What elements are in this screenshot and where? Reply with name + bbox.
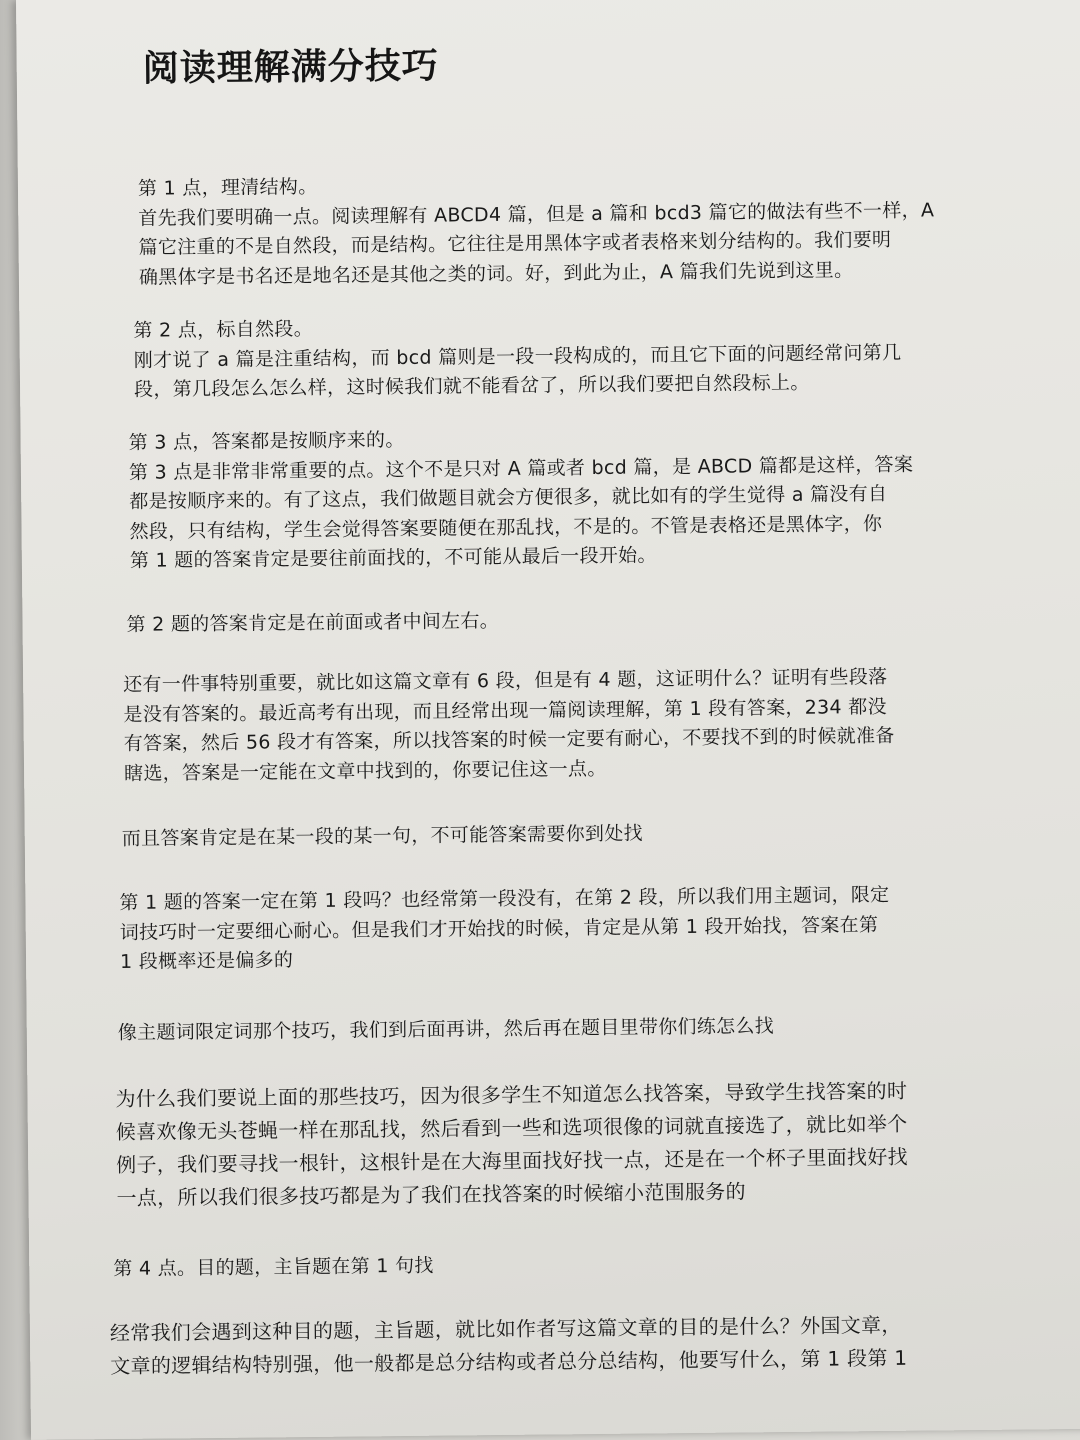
paragraph-line: 1 段概率还是偏多的 (119, 949, 294, 973)
paragraph-line: 篇它注重的不是自然段，而是结构。它往往是用黑体字或者表格来划分结构的。我们要明 (138, 228, 892, 259)
document-title: 阅读理解满分技巧 (142, 45, 439, 90)
paragraph-line: 而且答案肯定是在某一段的某一句，不可能答案需要你到处找 (121, 822, 643, 850)
paragraph-answer-sentence (122, 816, 942, 854)
paragraph-line: 例子，我们要寻找一根针，这根针是在大海里面找好找一点，还是在一个杯子里面找好找 (116, 1144, 908, 1178)
paragraph-line: 像主题词限定词那个技巧，我们到后面再讲，然后再在题目里带你们练怎么找 (117, 1015, 775, 1044)
paragraph-question-1 (119, 880, 988, 978)
section-heading: 第 2 点，标自然段。 (133, 317, 314, 342)
bleed-through-text (660, 0, 1020, 3)
paragraph-topic-words (118, 1010, 938, 1048)
paragraph-line: 一点，所以我们很多技巧都是为了我们在找答案的时候缩小范围服务的 (116, 1179, 746, 1211)
paragraph-line: 首先我们要明确一点。阅读理解有 ABCD4 篇，但是 a 篇和 bcd3 篇它的做法有些不一样，A (138, 198, 935, 230)
paragraph-line: 文章的逻辑结构特别强，他一般都是总分结构或者总分总结构，他要写什么，第 1 段第 1 (110, 1345, 908, 1379)
paragraph-line: 都是按顺序来的。有了这点，我们做题目就会方便很多，就比如有的学生觉得 a 篇没有自 (129, 482, 888, 513)
section-point-4-body (110, 1308, 1011, 1383)
paragraph-line: 是没有答案的。最近高考有出现，而且经常出现一篇阅读理解，第 1 段有答案，234 都没 (123, 695, 887, 726)
paragraph-line: 词技巧时一定要细心耐心。但是我们才开始找的时候，肯定是从第 1 段开始找，答案在第 (119, 913, 879, 944)
paragraph-line: 第 2 题的答案肯定是在前面或者中间左右。 (126, 609, 500, 636)
paragraph-question-2 (126, 602, 946, 640)
paragraph-important (123, 662, 974, 789)
section-heading: 第 1 点，理清结构。 (137, 175, 318, 200)
document-sheet (16, 0, 1080, 1440)
section-point-3 (128, 420, 959, 576)
paragraph-line: 候喜欢像无头苍蝇一样在那乱找，然后看到一些和选项很像的词就直接选了，就比如举个 (115, 1111, 908, 1145)
paragraph-why (115, 1074, 996, 1215)
paragraph-line: 然段，只有结构，学生会觉得答案要随便在那乱找，不是的。不管是表格还是黑体字，你 (129, 512, 883, 543)
paragraph-line: 为什么我们要说上面的那些技巧，因为很多学生不知道怎么找答案，导致学生找答案的时 (115, 1078, 908, 1112)
section-point-4-heading (113, 1246, 933, 1284)
section-point-2 (133, 308, 954, 405)
paragraph-line: 刚才说了 a 篇是注重结构，而 bcd 篇则是一段一段构成的，而且它下面的问题经常问第几 (133, 341, 902, 372)
paragraph-line: 确黑体字是书名还是地名还是其他之类的词。好，到此为止，A 篇我们先说到这里。 (138, 258, 854, 289)
paragraph-line: 第 1 题的答案一定在第 1 段吗？也经常第一段没有，在第 2 段，所以我们用主题词，限定 (119, 883, 890, 914)
section-heading: 第 4 点。目的题，主旨题在第 1 句找 (113, 1254, 434, 1281)
paragraph-line: 第 3 点是非常非常重要的点。这个不是只对 A 篇或者 bcd 篇，是 ABCD 篇都是这样，答案 (128, 453, 914, 484)
paragraph-line: 第 1 题的答案肯定是要往前面找的，不可能从最后一段开始。 (129, 544, 657, 572)
section-heading: 第 3 点，答案都是按顺序来的。 (128, 428, 405, 454)
paragraph-line: 经常我们会遇到这种目的题，主旨题，就比如作者写这篇文章的目的是什么？外国文章， (109, 1312, 902, 1346)
paragraph-line: 段，第几段怎么怎么样，这时候我们就不能看岔了，所以我们要把自然段标上。 (133, 371, 810, 401)
paragraph-line: 还有一件事特别重要，就比如这篇文章有 6 段，但是有 4 题，这证明什么？证明有些段落 (123, 665, 888, 696)
paragraph-line: 瞎选，答案是一定能在文章中找到的，你要记住这一点。 (123, 757, 607, 785)
paragraph-line: 有答案，然后 56 段才有答案，所以找答案的时候一定要有耐心，不要找不到的时候就准备 (123, 724, 895, 755)
section-point-1 (138, 166, 959, 293)
